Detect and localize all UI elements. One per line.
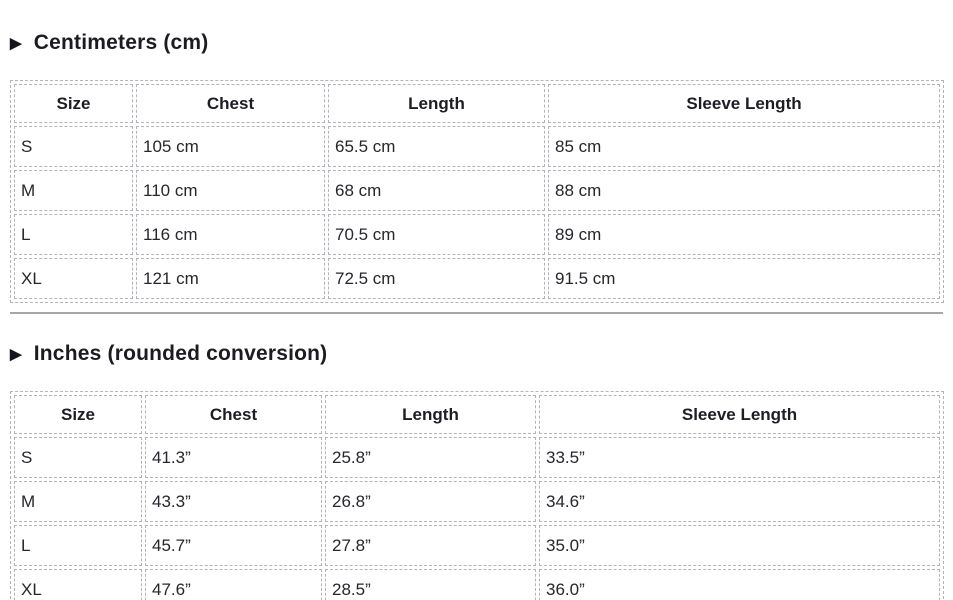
table-header-row xyxy=(14,84,940,123)
column-header-sleeve-length: Sleeve Length xyxy=(548,84,940,123)
table-cell: M xyxy=(14,481,142,522)
table-cell: 70.5 cm xyxy=(328,214,545,255)
table-header-row xyxy=(14,395,940,434)
table-cell: 91.5 cm xyxy=(548,258,940,299)
table-cell: 33.5” xyxy=(539,437,940,478)
table-cell: L xyxy=(14,214,133,255)
table-cell: 41.3” xyxy=(145,437,322,478)
disclosure-triangle-icon: ▶ xyxy=(10,35,22,52)
table-cell: 45.7” xyxy=(145,525,322,566)
table-cell: 89 cm xyxy=(548,214,940,255)
table-cell: 65.5 cm xyxy=(328,126,545,167)
table-cell: 34.6” xyxy=(539,481,940,522)
column-header-length: Length xyxy=(328,84,545,123)
table-row-m xyxy=(14,481,940,522)
table-cell: 35.0” xyxy=(539,525,940,566)
table-row-s xyxy=(14,126,940,167)
table-cell: L xyxy=(14,525,142,566)
table-cell: 68 cm xyxy=(328,170,545,211)
table-cell: 27.8” xyxy=(325,525,536,566)
table-cell: 36.0” xyxy=(539,569,940,600)
section-divider xyxy=(10,312,943,314)
table-cell: S xyxy=(14,126,133,167)
table-cell: 121 cm xyxy=(136,258,325,299)
column-header-size: Size xyxy=(14,84,133,123)
table-cell: 105 cm xyxy=(136,126,325,167)
table-cell: 26.8” xyxy=(325,481,536,522)
size-guide-document xyxy=(0,27,953,600)
column-header-sleeve-length: Sleeve Length xyxy=(539,395,940,434)
table-row-m xyxy=(14,170,940,211)
table-cell: 85 cm xyxy=(548,126,940,167)
inches-size-table xyxy=(10,391,944,600)
table-row-l xyxy=(14,214,940,255)
section-title-inches: Inches (rounded conversion) xyxy=(33,342,328,365)
table-row-xl xyxy=(14,258,940,299)
section-inches xyxy=(10,338,943,600)
cm-size-table xyxy=(10,80,944,303)
table-row-xl xyxy=(14,569,940,600)
section-heading-centimeters[interactable] xyxy=(10,27,943,58)
table-cell: 110 cm xyxy=(136,170,325,211)
column-header-chest: Chest xyxy=(145,395,322,434)
section-heading-inches[interactable] xyxy=(10,338,943,369)
section-title-centimeters: Centimeters (cm) xyxy=(33,31,209,54)
column-header-length: Length xyxy=(325,395,536,434)
table-row-l xyxy=(14,525,940,566)
table-cell: 72.5 cm xyxy=(328,258,545,299)
table-cell: XL xyxy=(14,258,133,299)
section-centimeters xyxy=(10,27,943,303)
column-header-size: Size xyxy=(14,395,142,434)
table-cell: 47.6” xyxy=(145,569,322,600)
table-row-s xyxy=(14,437,940,478)
table-cell: 28.5” xyxy=(325,569,536,600)
table-cell: M xyxy=(14,170,133,211)
table-cell: XL xyxy=(14,569,142,600)
table-cell: 116 cm xyxy=(136,214,325,255)
table-cell: 88 cm xyxy=(548,170,940,211)
table-cell: S xyxy=(14,437,142,478)
table-cell: 25.8” xyxy=(325,437,536,478)
column-header-chest: Chest xyxy=(136,84,325,123)
disclosure-triangle-icon: ▶ xyxy=(10,346,22,363)
table-cell: 43.3” xyxy=(145,481,322,522)
